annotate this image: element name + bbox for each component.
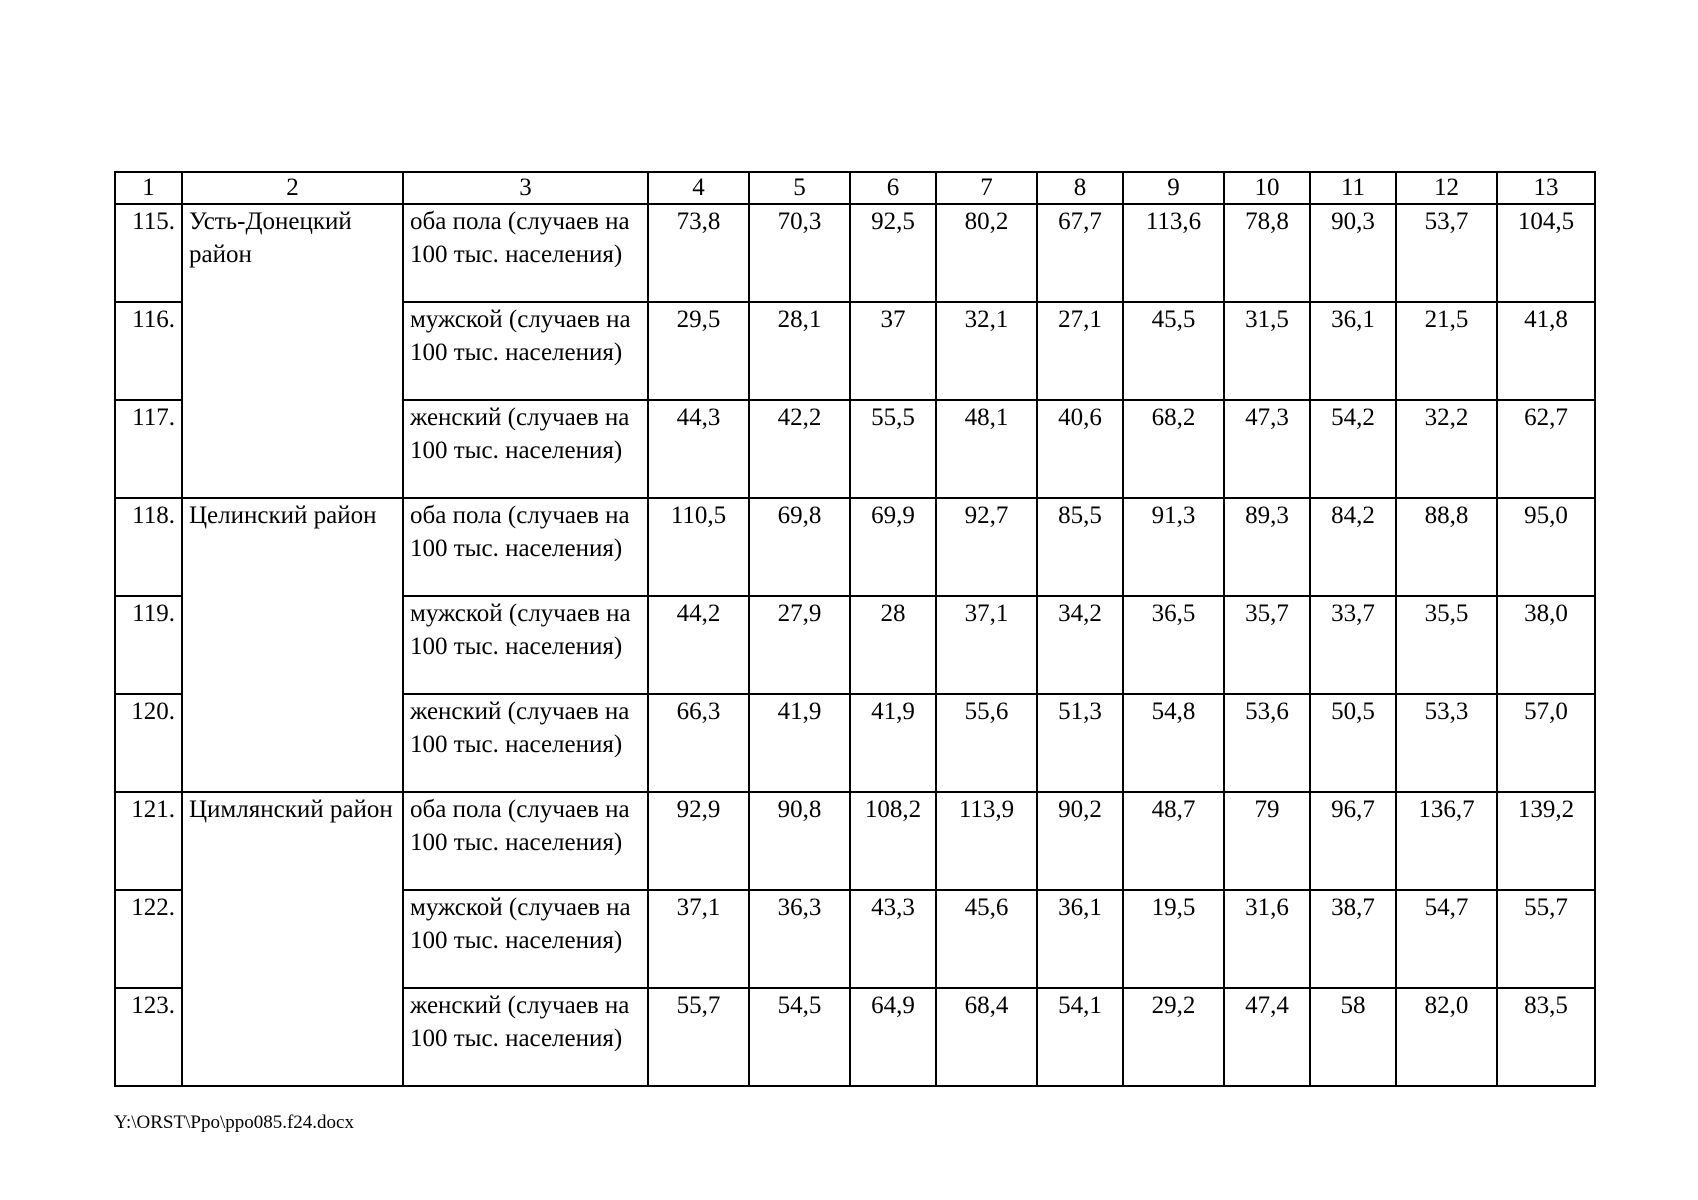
value-cell: 96,7 [1310, 792, 1396, 890]
column-header: 11 [1310, 172, 1396, 204]
row-number: 122. [115, 890, 182, 988]
value-cell: 90,2 [1037, 792, 1123, 890]
column-header: 9 [1123, 172, 1224, 204]
value-cell: 53,3 [1396, 694, 1497, 792]
value-cell: 90,8 [749, 792, 850, 890]
value-cell: 48,1 [936, 400, 1037, 498]
district-name: Целинский район [182, 498, 403, 792]
value-cell: 58 [1310, 988, 1396, 1086]
value-cell: 35,7 [1224, 596, 1310, 694]
value-cell: 113,9 [936, 792, 1037, 890]
value-cell: 29,2 [1123, 988, 1224, 1086]
value-cell: 54,7 [1396, 890, 1497, 988]
indicator-label: оба пола (случаев на 100 тыс. населения) [403, 792, 648, 890]
value-cell: 92,5 [850, 204, 936, 302]
value-cell: 32,1 [936, 302, 1037, 400]
statistics-table [114, 171, 1596, 1087]
value-cell: 91,3 [1123, 498, 1224, 596]
value-cell: 110,5 [648, 498, 749, 596]
value-cell: 37 [850, 302, 936, 400]
value-cell: 28,1 [749, 302, 850, 400]
value-cell: 36,1 [1037, 890, 1123, 988]
value-cell: 47,4 [1224, 988, 1310, 1086]
indicator-label: мужской (случаев на 100 тыс. населения) [403, 596, 648, 694]
value-cell: 113,6 [1123, 204, 1224, 302]
row-number: 117. [115, 400, 182, 498]
value-cell: 41,8 [1497, 302, 1595, 400]
value-cell: 47,3 [1224, 400, 1310, 498]
column-header: 1 [115, 172, 182, 204]
value-cell: 84,2 [1310, 498, 1396, 596]
value-cell: 90,3 [1310, 204, 1396, 302]
indicator-label: мужской (случаев на 100 тыс. населения) [403, 302, 648, 400]
value-cell: 38,0 [1497, 596, 1595, 694]
value-cell: 69,9 [850, 498, 936, 596]
value-cell: 68,4 [936, 988, 1037, 1086]
value-cell: 55,7 [1497, 890, 1595, 988]
value-cell: 88,8 [1396, 498, 1497, 596]
value-cell: 29,5 [648, 302, 749, 400]
column-header: 4 [648, 172, 749, 204]
value-cell: 62,7 [1497, 400, 1595, 498]
indicator-label: женский (случаев на 100 тыс. населения) [403, 694, 648, 792]
column-header: 5 [749, 172, 850, 204]
value-cell: 104,5 [1497, 204, 1595, 302]
value-cell: 73,8 [648, 204, 749, 302]
value-cell: 42,2 [749, 400, 850, 498]
column-header: 2 [182, 172, 403, 204]
value-cell: 69,8 [749, 498, 850, 596]
value-cell: 92,7 [936, 498, 1037, 596]
table-body [115, 204, 1595, 1086]
value-cell: 43,3 [850, 890, 936, 988]
value-cell: 78,8 [1224, 204, 1310, 302]
value-cell: 33,7 [1310, 596, 1396, 694]
value-cell: 27,1 [1037, 302, 1123, 400]
column-header: 3 [403, 172, 648, 204]
column-header: 6 [850, 172, 936, 204]
value-cell: 45,5 [1123, 302, 1224, 400]
district-name: Усть-Донецкий район [182, 204, 403, 498]
value-cell: 136,7 [1396, 792, 1497, 890]
value-cell: 64,9 [850, 988, 936, 1086]
value-cell: 34,2 [1037, 596, 1123, 694]
value-cell: 53,6 [1224, 694, 1310, 792]
value-cell: 55,6 [936, 694, 1037, 792]
value-cell: 45,6 [936, 890, 1037, 988]
value-cell: 36,3 [749, 890, 850, 988]
value-cell: 21,5 [1396, 302, 1497, 400]
column-header: 7 [936, 172, 1037, 204]
value-cell: 55,5 [850, 400, 936, 498]
column-header: 13 [1497, 172, 1595, 204]
value-cell: 31,5 [1224, 302, 1310, 400]
column-header: 8 [1037, 172, 1123, 204]
value-cell: 35,5 [1396, 596, 1497, 694]
value-cell: 55,7 [648, 988, 749, 1086]
value-cell: 54,1 [1037, 988, 1123, 1086]
value-cell: 85,5 [1037, 498, 1123, 596]
value-cell: 44,3 [648, 400, 749, 498]
value-cell: 53,7 [1396, 204, 1497, 302]
value-cell: 48,7 [1123, 792, 1224, 890]
row-number: 123. [115, 988, 182, 1086]
table-row [115, 498, 1595, 596]
value-cell: 66,3 [648, 694, 749, 792]
value-cell: 19,5 [1123, 890, 1224, 988]
value-cell: 50,5 [1310, 694, 1396, 792]
value-cell: 51,3 [1037, 694, 1123, 792]
row-number: 115. [115, 204, 182, 302]
value-cell: 139,2 [1497, 792, 1595, 890]
value-cell: 82,0 [1396, 988, 1497, 1086]
indicator-label: мужской (случаев на 100 тыс. населения) [403, 890, 648, 988]
value-cell: 89,3 [1224, 498, 1310, 596]
table-header-row [115, 172, 1595, 204]
value-cell: 95,0 [1497, 498, 1595, 596]
value-cell: 41,9 [749, 694, 850, 792]
value-cell: 54,8 [1123, 694, 1224, 792]
indicator-label: женский (случаев на 100 тыс. населения) [403, 400, 648, 498]
value-cell: 57,0 [1497, 694, 1595, 792]
row-number: 119. [115, 596, 182, 694]
table-row [115, 204, 1595, 302]
table-row [115, 792, 1595, 890]
value-cell: 67,7 [1037, 204, 1123, 302]
value-cell: 54,2 [1310, 400, 1396, 498]
value-cell: 38,7 [1310, 890, 1396, 988]
indicator-label: оба пола (случаев на 100 тыс. населения) [403, 498, 648, 596]
value-cell: 68,2 [1123, 400, 1224, 498]
value-cell: 54,5 [749, 988, 850, 1086]
indicator-label: оба пола (случаев на 100 тыс. населения) [403, 204, 648, 302]
column-header: 12 [1396, 172, 1497, 204]
row-number: 121. [115, 792, 182, 890]
value-cell: 32,2 [1396, 400, 1497, 498]
value-cell: 37,1 [648, 890, 749, 988]
value-cell: 36,1 [1310, 302, 1396, 400]
row-number: 120. [115, 694, 182, 792]
value-cell: 28 [850, 596, 936, 694]
value-cell: 36,5 [1123, 596, 1224, 694]
value-cell: 40,6 [1037, 400, 1123, 498]
district-name: Цимлянский район [182, 792, 403, 1086]
column-header: 10 [1224, 172, 1310, 204]
footer-file-path: Y:\ORST\Ppo\ppo085.f24.docx [114, 1112, 354, 1133]
value-cell: 31,6 [1224, 890, 1310, 988]
value-cell: 27,9 [749, 596, 850, 694]
value-cell: 83,5 [1497, 988, 1595, 1086]
row-number: 118. [115, 498, 182, 596]
value-cell: 92,9 [648, 792, 749, 890]
value-cell: 79 [1224, 792, 1310, 890]
value-cell: 108,2 [850, 792, 936, 890]
row-number: 116. [115, 302, 182, 400]
indicator-label: женский (случаев на 100 тыс. населения) [403, 988, 648, 1086]
value-cell: 80,2 [936, 204, 1037, 302]
value-cell: 37,1 [936, 596, 1037, 694]
value-cell: 70,3 [749, 204, 850, 302]
value-cell: 41,9 [850, 694, 936, 792]
value-cell: 44,2 [648, 596, 749, 694]
